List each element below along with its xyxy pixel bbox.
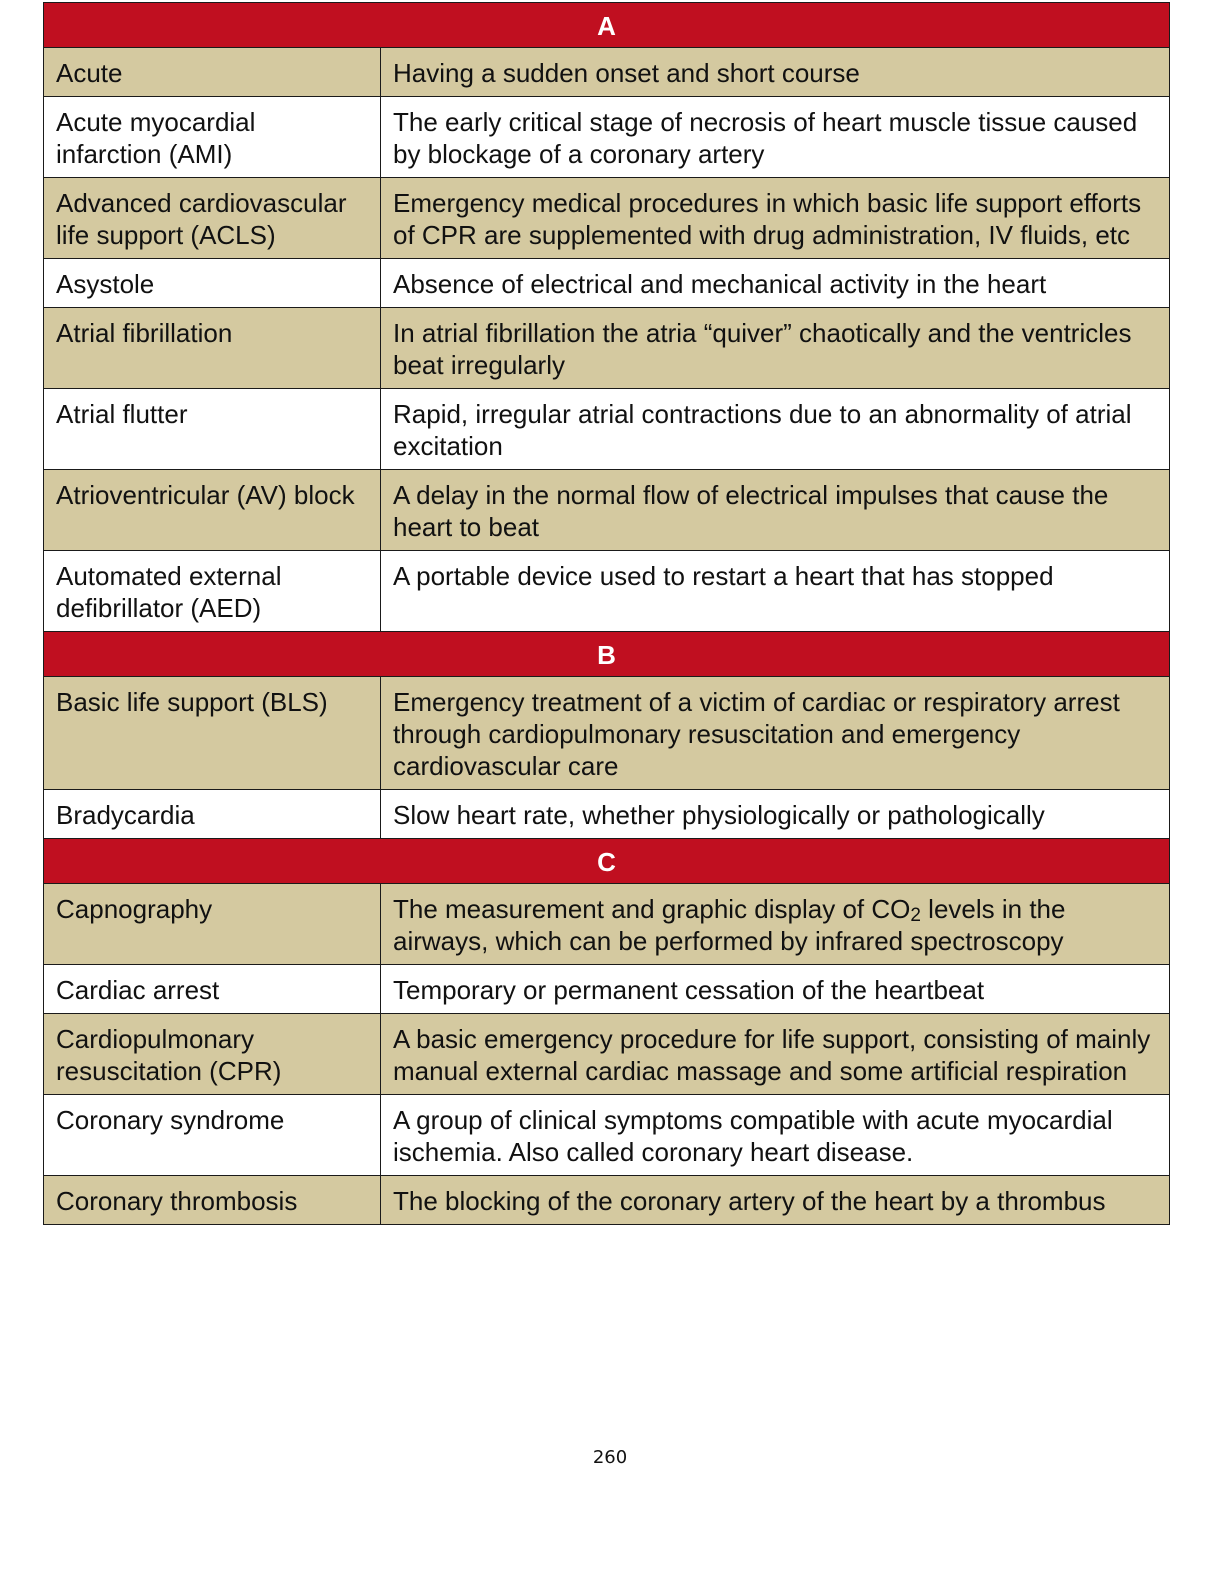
term-cell: Automated external defibrillator (AED) — [44, 551, 381, 632]
table-row — [44, 1014, 1170, 1095]
definition-cell: Having a sudden onset and short course — [381, 48, 1170, 97]
definition-text: The measurement and graphic display of CO — [393, 894, 911, 924]
definition-cell — [381, 884, 1170, 965]
glossary-table — [43, 2, 1170, 1225]
term-cell: Coronary thrombosis — [44, 1176, 381, 1225]
table-row — [44, 470, 1170, 551]
table-row — [44, 790, 1170, 839]
term-cell: Bradycardia — [44, 790, 381, 839]
subscript: 2 — [910, 905, 921, 926]
section-letter: A — [44, 3, 1170, 48]
page-number: 260 — [592, 1447, 628, 1468]
definition-cell: Absence of electrical and mechanical activity in the heart — [381, 259, 1170, 308]
table-row — [44, 178, 1170, 259]
table-row — [44, 677, 1170, 790]
definition-cell: A delay in the normal flow of electrical impulses that cause the heart to beat — [381, 470, 1170, 551]
definition-cell: A portable device used to restart a heart that has stopped — [381, 551, 1170, 632]
definition-cell: Rapid, irregular atrial contractions due to an abnormality of atrial excitation — [381, 389, 1170, 470]
table-row — [44, 551, 1170, 632]
section-header-c — [44, 839, 1170, 884]
term-cell: Capnography — [44, 884, 381, 965]
term-cell: Atrioventricular (AV) block — [44, 470, 381, 551]
definition-cell: Temporary or permanent cessation of the heartbeat — [381, 965, 1170, 1014]
definition-text: levels in the airways, which can be performed by infrared spectroscopy — [393, 894, 1066, 956]
definition-cell: Slow heart rate, whether physiologically or pathologically — [381, 790, 1170, 839]
table-row — [44, 389, 1170, 470]
definition-cell: In atrial fibrillation the atria “quiver” chaotically and the ventricles beat irregularly — [381, 308, 1170, 389]
term-cell: Cardiopulmonary resuscitation (CPR) — [44, 1014, 381, 1095]
table-row — [44, 1095, 1170, 1176]
section-header-a — [44, 3, 1170, 48]
table-row — [44, 48, 1170, 97]
section-letter: C — [44, 839, 1170, 884]
term-cell: Acute — [44, 48, 381, 97]
term-cell: Advanced cardiovascular life support (ACLS) — [44, 178, 381, 259]
definition-cell: Emergency treatment of a victim of cardiac or respiratory arrest through cardiopulmonary resuscitation and emergency cardiovascular care — [381, 677, 1170, 790]
term-cell: Asystole — [44, 259, 381, 308]
section-letter: B — [44, 632, 1170, 677]
term-cell: Coronary syndrome — [44, 1095, 381, 1176]
term-cell: Basic life support (BLS) — [44, 677, 381, 790]
term-cell: Atrial fibrillation — [44, 308, 381, 389]
section-header-b — [44, 632, 1170, 677]
table-row — [44, 1176, 1170, 1225]
definition-cell: A group of clinical symptoms compatible with acute myocardial ischemia. Also called coronary heart disease. — [381, 1095, 1170, 1176]
term-cell: Atrial flutter — [44, 389, 381, 470]
table-row — [44, 308, 1170, 389]
definition-cell: The blocking of the coronary artery of the heart by a thrombus — [381, 1176, 1170, 1225]
definition-cell: A basic emergency procedure for life support, consisting of mainly manual external cardiac massage and some artificial respiration — [381, 1014, 1170, 1095]
definition-cell: Emergency medical procedures in which basic life support efforts of CPR are supplemented with drug administration, IV fluids, etc — [381, 178, 1170, 259]
table-row — [44, 884, 1170, 965]
term-cell: Acute myocardial infarction (AMI) — [44, 97, 381, 178]
table-row — [44, 259, 1170, 308]
definition-cell: The early critical stage of necrosis of heart muscle tissue caused by blockage of a coronary artery — [381, 97, 1170, 178]
table-row — [44, 965, 1170, 1014]
table-row — [44, 97, 1170, 178]
term-cell: Cardiac arrest — [44, 965, 381, 1014]
